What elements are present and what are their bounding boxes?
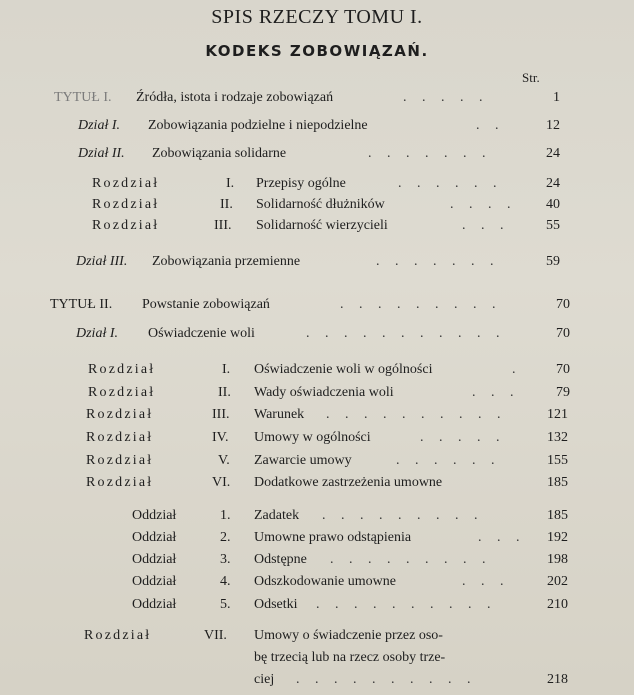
entry-label: Oddział — [132, 530, 177, 545]
toc-entry — [0, 383, 634, 403]
toc-entry — [0, 252, 634, 272]
entry-number: II. — [218, 385, 231, 400]
entry-leader: . . . . . . . . . — [322, 508, 484, 523]
entry-text: Odsetki — [254, 597, 298, 612]
entry-label: Oddział — [132, 508, 177, 523]
section-title: KODEKS ZOBOWIĄZAŃ. — [205, 42, 429, 60]
toc-entry — [0, 528, 634, 548]
entry-text: ciej — [254, 672, 275, 687]
entry-leader: . . . . . . — [398, 176, 503, 191]
toc-entry — [0, 473, 634, 493]
toc-entry — [0, 506, 634, 526]
entry-page: 24 — [546, 176, 560, 191]
entry-text: Zadatek — [254, 508, 300, 523]
entry-label: Rozdział — [86, 453, 154, 468]
entry-text: Oświadczenie woli w ogólności — [254, 362, 433, 377]
entry-page: 210 — [547, 597, 568, 612]
entry-text: Odszkodowanie umowne — [254, 574, 396, 589]
toc-entry — [0, 174, 634, 194]
toc-entry — [0, 295, 634, 315]
toc-entry — [0, 595, 634, 615]
entry-leader: . . . . . . . — [376, 254, 500, 269]
entry-page: 40 — [546, 197, 560, 212]
entry-number: V. — [218, 453, 230, 468]
entry-label: Rozdział — [92, 197, 160, 212]
entry-label: Oddział — [132, 574, 177, 589]
entry-leader: . . . . — [450, 197, 517, 212]
entry-label: Dział II. — [78, 146, 125, 161]
entry-leader: . . . . . . . . . . . — [306, 326, 506, 341]
entry-label: Rozdział — [92, 176, 160, 191]
entry-page: 185 — [547, 475, 568, 490]
entry-label: Rozdział — [88, 362, 156, 377]
entry-page: 202 — [547, 574, 568, 589]
entry-label: Dział I. — [78, 118, 120, 133]
entry-label: Dział I. — [76, 326, 118, 341]
entry-text: Powstanie zobowiązań — [142, 297, 270, 312]
entry-text: Zobowiązania solidarne — [152, 146, 287, 161]
entry-number: 5. — [220, 597, 231, 612]
entry-number: VII. — [204, 628, 227, 643]
toc-entry — [0, 195, 634, 215]
entry-number: I. — [222, 362, 231, 377]
entry-leader: . . . — [478, 530, 526, 545]
entry-label: TYTUŁ I. — [54, 90, 112, 105]
entry-leader: . . . — [472, 385, 520, 400]
entry-text: Zobowiązania podzielne i niepodzielne — [148, 118, 368, 133]
entry-page: 1 — [553, 90, 560, 105]
entry-number: 2. — [220, 530, 231, 545]
entry-page: 79 — [556, 385, 570, 400]
entry-text: Oświadczenie woli — [148, 326, 255, 341]
entry-text: Dodatkowe zastrzeżenia umowne — [254, 475, 443, 490]
entry-number: 4. — [220, 574, 231, 589]
entry-page: 132 — [547, 430, 568, 445]
toc-entry-continuation — [0, 670, 634, 690]
entry-leader: . . . . . . . . . . — [296, 672, 477, 687]
entry-label: Rozdział — [86, 407, 154, 422]
toc-entry — [0, 216, 634, 236]
entry-leader: . . . . . — [403, 90, 489, 105]
entry-label: Oddział — [132, 597, 177, 612]
toc-entry — [0, 626, 634, 646]
entry-number: VI. — [212, 475, 231, 490]
entry-text: Wady oświadczenia woli — [254, 385, 394, 400]
entry-label: Dział III. — [76, 254, 128, 269]
entry-page: 192 — [547, 530, 568, 545]
entry-page: 12 — [546, 118, 560, 133]
entry-leader: . . . . . . . . . . — [326, 407, 507, 422]
entry-label: Oddział — [132, 552, 177, 567]
entry-text: Umowne prawo odstąpienia — [254, 530, 412, 545]
entry-text: Zawarcie umowy — [254, 453, 352, 468]
entry-label: TYTUŁ II. — [50, 297, 113, 312]
toc-entry — [0, 324, 634, 344]
entry-page: 121 — [547, 407, 568, 422]
entry-leader: . . . . . . . — [368, 146, 492, 161]
entry-number: III. — [214, 218, 232, 233]
entry-number: III. — [212, 407, 230, 422]
entry-text: Źródła, istota i rodzaje zobowiązań — [136, 90, 334, 105]
entry-page: 70 — [556, 297, 570, 312]
entry-leader: . . . . . — [420, 430, 506, 445]
page-column-label: Str. — [522, 70, 540, 85]
entry-page: 70 — [556, 362, 570, 377]
entry-text: Umowy o świadczenie przez oso- — [254, 628, 443, 643]
entry-label: Rozdział — [86, 430, 154, 445]
toc-entry — [0, 428, 634, 448]
entry-text: bę trzecią lub na rzecz osoby trze- — [254, 650, 446, 665]
entry-number: IV. — [212, 430, 229, 445]
entry-leader: . . . . . . — [396, 453, 501, 468]
entry-label: Rozdział — [84, 628, 152, 643]
toc-entry — [0, 550, 634, 570]
entry-page: 70 — [556, 326, 570, 341]
entry-text: Odstępne — [254, 552, 307, 567]
entry-label: Rozdział — [86, 475, 154, 490]
entry-page: 59 — [546, 254, 560, 269]
toc-entry — [0, 451, 634, 471]
toc-entry — [0, 88, 634, 108]
entry-number: 3. — [220, 552, 231, 567]
entry-page: 198 — [547, 552, 568, 567]
entry-page: 218 — [547, 672, 568, 687]
entry-text: Solidarność wierzycieli — [256, 218, 388, 233]
entry-leader: . . . . . . . . . — [330, 552, 492, 567]
toc-entry — [0, 116, 634, 136]
entry-leader: . . . — [462, 574, 510, 589]
entry-text: Zobowiązania przemienne — [152, 254, 301, 269]
entry-page: 185 — [547, 508, 568, 523]
entry-leader: . . . . . . . . . — [340, 297, 502, 312]
entry-number: I. — [226, 176, 235, 191]
entry-page: 24 — [546, 146, 560, 161]
page-title: SPIS RZECZY TOMU I. — [211, 6, 423, 28]
entry-text: Przepisy ogólne — [256, 176, 346, 191]
entry-text: Solidarność dłużników — [256, 197, 385, 212]
entry-text: Umowy w ogólności — [254, 430, 371, 445]
entry-number: II. — [220, 197, 233, 212]
entry-leader: . — [512, 362, 522, 377]
entry-leader: . . . . . . . . . . — [316, 597, 497, 612]
entry-page: 55 — [546, 218, 560, 233]
entry-leader: . . . — [462, 218, 510, 233]
toc-entry — [0, 572, 634, 592]
toc-entry — [0, 405, 634, 425]
entry-label: Rozdział — [88, 385, 156, 400]
entry-text: Warunek — [254, 407, 305, 422]
entry-number: 1. — [220, 508, 231, 523]
toc-entry-continuation — [0, 648, 634, 668]
toc-entry — [0, 144, 634, 164]
entry-page: 155 — [547, 453, 568, 468]
toc-entry — [0, 360, 634, 380]
entry-label: Rozdział — [92, 218, 160, 233]
entry-leader: . . — [476, 118, 505, 133]
